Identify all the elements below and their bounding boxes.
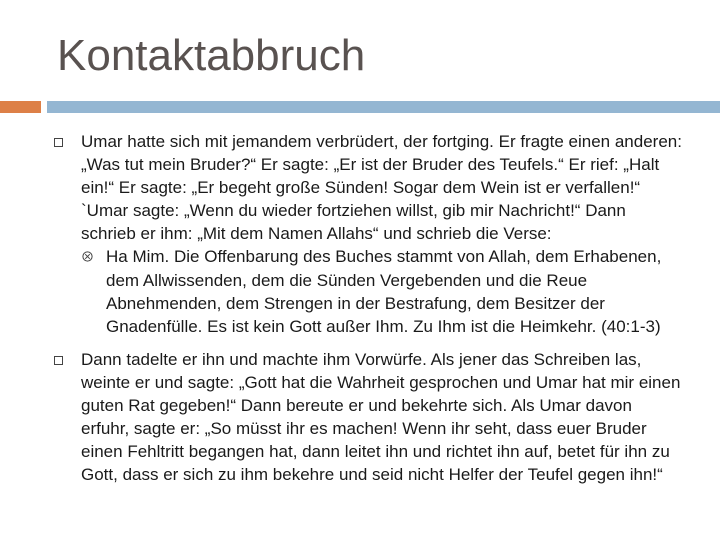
title-accent-bar bbox=[0, 101, 41, 113]
slide-title: Kontaktabbruch bbox=[57, 31, 366, 80]
bullet-item bbox=[53, 130, 683, 338]
square-bullet-icon bbox=[54, 356, 63, 365]
sub-bullet-text: Ha Mim. Die Offenbarung des Buches stammt von Allah, dem Erhabenen, dem Allwissenden, dem die Sünden Vergebenden und die Reue Abnehmenden, dem Strengen in der Bestrafung, dem Besitzer der Gnadenfülle. Es ist kein Gott außer Ihm. Zu Ihm ist die Heimkehr. (40:1-3) bbox=[106, 247, 662, 336]
bullet-item bbox=[53, 348, 683, 487]
sub-bullet-item bbox=[81, 245, 683, 337]
circled-cross-bullet-icon bbox=[82, 251, 93, 262]
title-rule-bar bbox=[47, 101, 720, 113]
slide-body bbox=[53, 130, 683, 486]
square-bullet-icon bbox=[54, 138, 63, 147]
bullet-text: Dann tadelte er ihn und machte ihm Vorwürfe. Als jener das Schreiben las, weinte er und sagte: „Gott hat die Wahrheit gesprochen und Umar hat mir einen guten Rat gegeben!“ Dann bereute er und bekehrte sich. Als Umar davon erfuhr, sagte er: „So müsst ihr es machen! Wenn ihr seht, dass euer Bruder einen Fehltritt begangen hat, dann leitet ihn und richtet ihn auf, betet für ihn zu Gott, dass er sich zu ihm bekehre und seid nicht Helfer der Teufel gegen ihn!“ bbox=[81, 349, 681, 485]
bullet-text: Umar hatte sich mit jemandem verbrüdert, der fortging. Er fragte einen anderen: „Was tut mein Bruder?“ Er sagte: „Er ist der Bruder des Teufels.“ Er rief: „Halt ein!“ Er sagte: „Er begeht große Sünden! Sogar dem Wein ist er verfallen!“ `Umar sagte: „Wenn du wieder fortziehen willst, gib mir Nachricht!“ Dann schrieb er ihm: „Mit dem Namen Allahs“ und schrieb die Verse: bbox=[81, 132, 682, 244]
